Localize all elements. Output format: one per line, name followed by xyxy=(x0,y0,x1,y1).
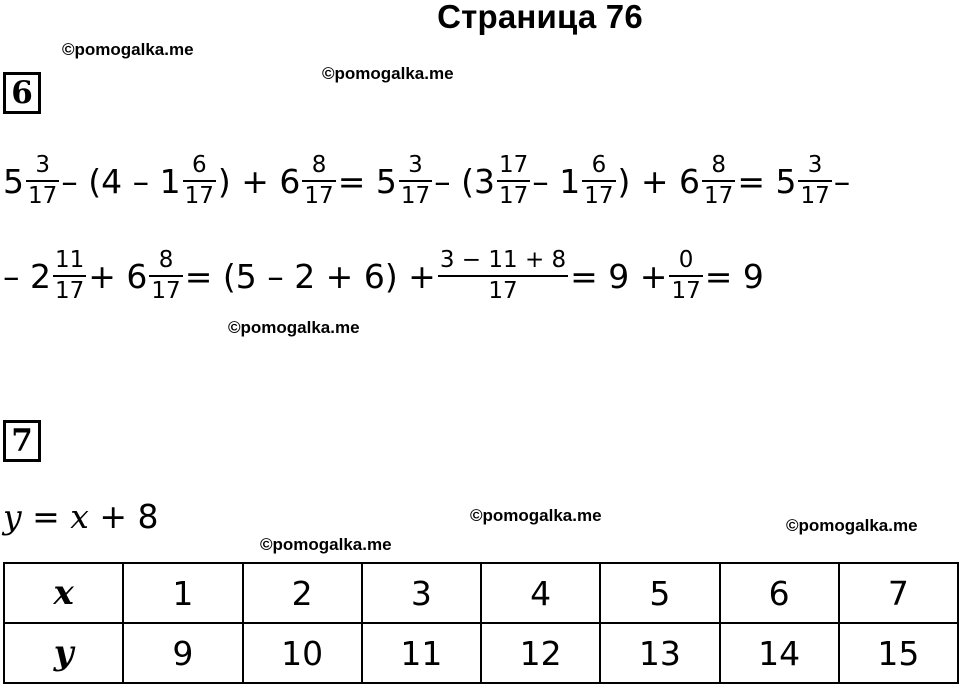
numerator: 11 xyxy=(55,247,85,273)
fraction xyxy=(702,151,735,211)
numerator: 8 xyxy=(158,247,174,273)
expr-text: = 5 xyxy=(337,161,397,201)
numerator: 8 xyxy=(311,152,327,178)
table-cell: 10 xyxy=(243,623,362,683)
expr-text: 5 xyxy=(3,161,24,201)
watermark: ©pomogalka.me xyxy=(470,506,602,525)
table-cell: 15 xyxy=(839,623,958,683)
expr-text: – 2 xyxy=(3,256,51,296)
watermark: ©pomogalka.me xyxy=(62,40,194,59)
denominator: 17 xyxy=(704,183,734,209)
numerator: 3 − 11 + 8 xyxy=(439,247,567,273)
watermark: ©pomogalka.me xyxy=(322,64,454,83)
fraction xyxy=(399,151,432,211)
denominator: 17 xyxy=(28,183,58,209)
task7-formula xyxy=(3,497,159,536)
table-cell: 14 xyxy=(720,623,839,683)
expr-text: – 1 xyxy=(532,161,581,201)
denominator: 17 xyxy=(800,183,830,209)
expr-text: = 9 xyxy=(704,256,764,296)
table-cell: 13 xyxy=(600,623,719,683)
fraction xyxy=(438,246,568,306)
denominator: 17 xyxy=(55,278,85,304)
expr-text: = (5 – 2 + 6) + xyxy=(184,256,436,296)
task6-line-2 xyxy=(3,231,764,321)
expr-text: ) + 6 xyxy=(617,161,701,201)
numerator: 3 xyxy=(35,152,50,178)
watermark: ©pomogalka.me xyxy=(786,516,918,535)
table-cell: 2 xyxy=(243,563,362,623)
fraction xyxy=(497,151,530,211)
expr-text: = 9 + xyxy=(570,256,668,296)
expr-text: ) + 6 xyxy=(217,161,301,201)
table-cell: 7 xyxy=(839,563,958,623)
task-number-6: 6 xyxy=(3,72,41,114)
table-cell: 1 xyxy=(123,563,242,623)
fraction xyxy=(302,151,335,211)
fraction xyxy=(149,246,182,306)
fraction xyxy=(798,151,831,211)
denominator: 17 xyxy=(400,183,431,209)
table-header-x: x xyxy=(4,563,123,623)
table-cell: 5 xyxy=(600,563,719,623)
formula-rest: + 8 xyxy=(88,497,159,536)
formula-x: x xyxy=(70,497,89,536)
formula-y: y xyxy=(3,497,22,536)
table-cell: 12 xyxy=(481,623,600,683)
expr-text: – (3 xyxy=(434,161,495,201)
task-number-7: 7 xyxy=(3,420,41,462)
denominator: 17 xyxy=(151,278,181,304)
denominator: 17 xyxy=(184,183,214,209)
page-title: Страница 76 xyxy=(437,0,643,35)
fraction xyxy=(582,151,615,211)
task6-line-1 xyxy=(3,136,850,226)
fraction xyxy=(669,246,702,306)
numerator: 17 xyxy=(498,152,529,178)
denominator: 17 xyxy=(304,183,334,209)
values-table xyxy=(3,562,959,684)
table-row-x xyxy=(4,563,958,623)
numerator: 3 xyxy=(807,152,823,178)
table-cell: 11 xyxy=(362,623,481,683)
numerator: 6 xyxy=(191,152,207,178)
table-cell: 4 xyxy=(481,563,600,623)
table-header-y: y xyxy=(4,623,123,683)
fraction xyxy=(183,151,216,211)
numerator: 3 xyxy=(408,152,423,178)
numerator: 6 xyxy=(591,152,607,178)
denominator: 17 xyxy=(584,183,614,209)
numerator: 0 xyxy=(678,247,694,273)
fraction xyxy=(26,151,59,211)
watermark: ©pomogalka.me xyxy=(260,535,392,554)
watermark: ©pomogalka.me xyxy=(228,318,360,337)
denominator: 17 xyxy=(488,278,518,304)
table-row-y xyxy=(4,623,958,683)
expr-text: = 5 xyxy=(737,161,797,201)
formula-equals: = xyxy=(21,497,71,536)
denominator: 17 xyxy=(498,183,529,209)
expr-text: + 6 xyxy=(88,256,148,296)
table-cell: 3 xyxy=(362,563,481,623)
expr-text: – (4 – 1 xyxy=(61,161,181,201)
numerator: 8 xyxy=(711,152,726,178)
table-cell: 6 xyxy=(720,563,839,623)
table-cell: 9 xyxy=(123,623,242,683)
fraction xyxy=(53,246,86,306)
denominator: 17 xyxy=(671,278,701,304)
expr-text: – xyxy=(833,161,851,201)
